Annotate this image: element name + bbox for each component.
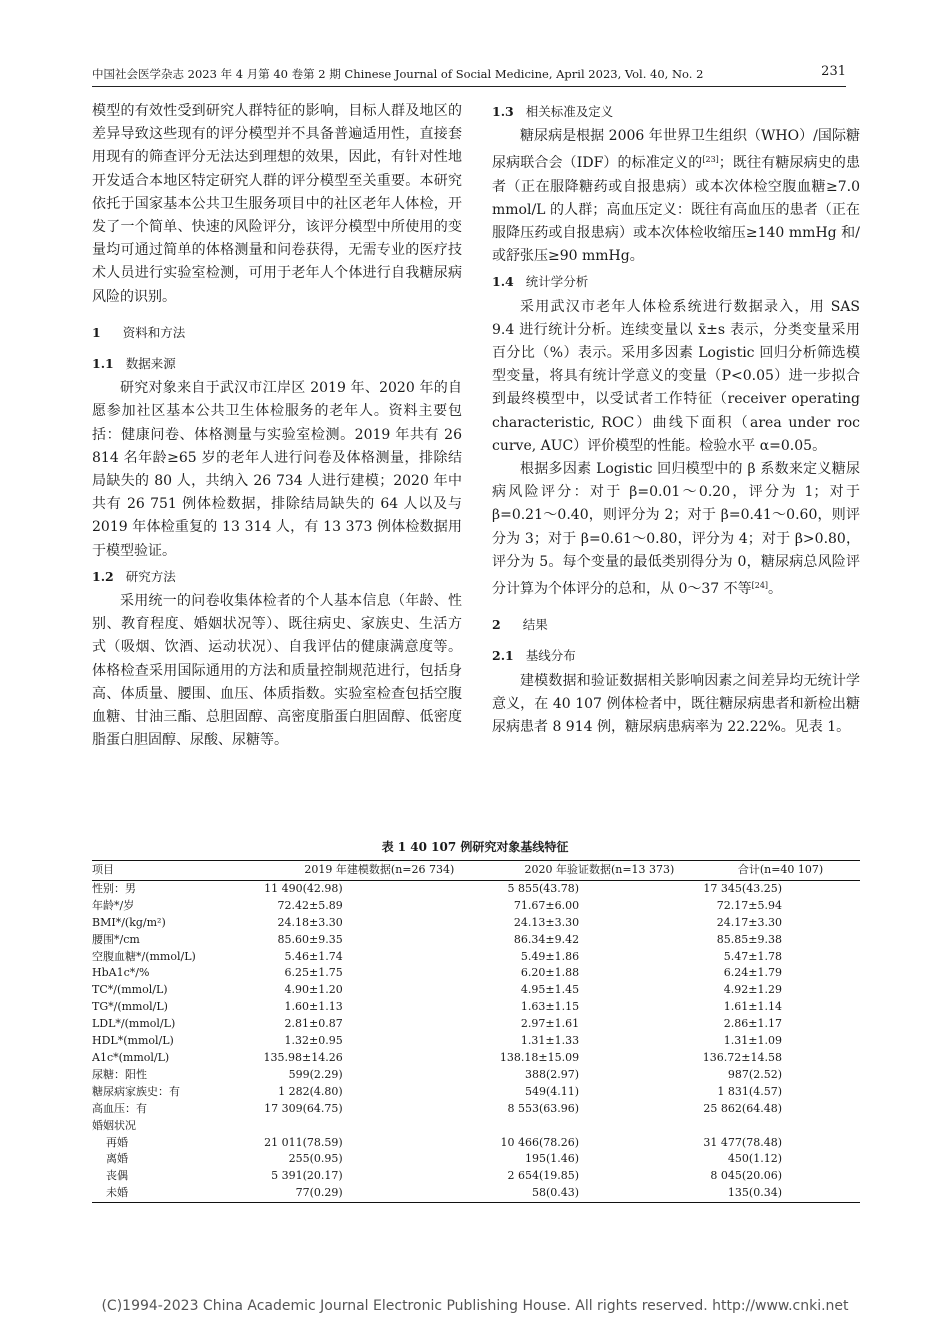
paragraph: 采用武汉市老年人体检系统进行数据录入，用 SAS 9.4 进行统计分析。连续变量以 x̄±s 表示，分类变量采用百分比（%）表示。采用多因素 Logistic 回归分析筛选模型变量，将具有统计学意义的变量（P<0.05）进一步拟合到最终模型中，以受试者工作特征（receiver operating characteristic, ROC）曲线下面积（area under roc curve, AUC）评价模型的性能。检验水平 α=0.05。 (492, 298, 860, 454)
text: ；既往有糖尿病史的患者（正在服降糖药或自报患病）或本次体检空腹血糖≥7.0 mmol/L 的人群；高血压定义：既往有高血压的患者（正在服降压药或自报患病）或本次体检收缩压≥140 mmHg 和/或舒张压≥90 mmHg。 (492, 155, 861, 265)
value-cell (498, 1118, 701, 1135)
value-cell: 135(0.34) (701, 1185, 860, 1202)
journal-running-title: 中国社会医学杂志 2023 年 4 月第 40 卷第 2 期 Chinese Journal of Social Medicine, April 2023, Vol. 40, No. 2 (92, 67, 704, 81)
subsection-heading (492, 100, 860, 123)
table-row (92, 949, 860, 966)
value-cell: 4.92±1.29 (723, 983, 782, 997)
subsection-number: 1.4 (492, 274, 514, 290)
value-cell: 72.42±5.89 (277, 898, 343, 912)
baseline-table (92, 860, 860, 1203)
paragraph (492, 125, 860, 268)
table-row (92, 932, 860, 949)
value-cell: 31 477(78.48) (703, 1135, 782, 1149)
subsection-heading (92, 565, 462, 588)
value-cell: 2.81±0.87 (284, 1017, 343, 1031)
column-header: 项目 (92, 861, 261, 881)
table-row (92, 1185, 860, 1202)
paragraph: 模型的有效性受到研究人群特征的影响，目标人群及地区的差异导致这些现有的评分模型并不具备普遍适用性，直接套用现有的筛查评分无法达到理想的效果，因此，有针对性地开发适合本地区特定研究人群的评分模型至关重要。本研究依托于国家基本公共卫生服务项目中的社区老年人体检，开发了一个简单、快速的风险评分，该评分模型中所使用的变量均可通过简单的体格测量和问卷获得，无需专业的医疗技术人员进行实验室检测，可用于老年人个体进行自我糖尿病风险的识别。 (92, 103, 462, 305)
paragraph (492, 458, 860, 601)
row-label-cell: 丧偶 (106, 1169, 128, 1183)
text: 根据多因素 Logistic 回归模型中的 β 系数来定义糖尿病风险评分：对于 β=0.01～0.20，评分为 1；对于 β=0.21～0.40，则评分为 2；对于 β=0.41～0.60，则评分为 3；对于 β=0.61～0.80，评分为 4；对于 β>0.80，评分为 5。每个变量的最低类别得分为 0，糖尿病总风险评分计算为个体评分的总和，从 0～37 不等 (492, 461, 860, 598)
value-cell (701, 1118, 860, 1135)
row-label-cell: BMI*/(kg/m²) (92, 915, 166, 929)
value-cell: 195(1.46) (525, 1152, 580, 1166)
table-row (92, 898, 860, 915)
row-label-cell: 离婚 (106, 1152, 128, 1166)
value-cell: 21 011(78.59) (264, 1135, 343, 1149)
value-cell: 86.34±9.42 (513, 932, 580, 946)
paragraph: 采用统一的问卷收集体检者的个人基本信息（年龄、性别、教育程度、婚姻状况等）、既往病史、家族史、生活方式（吸烟、饮酒、运动状况）、自我评估的健康满意度等。体格检查采用国际通用的方法和质量控制规范进行，包括身高、体质量、腰围、血压、体质指数。实验室检查包括空腹血糖、甘油三酯、总胆固醇、高密度脂蛋白胆固醇、低密度脂蛋白胆固醇、尿酸、尿糖等。 (92, 593, 462, 749)
column-header: 合计(n=40 107) (701, 861, 860, 881)
value-cell: 255(0.95) (288, 1152, 343, 1166)
value-cell: 388(2.97) (525, 1067, 580, 1081)
row-label-cell: TC*/(mmol/L) (92, 983, 168, 997)
value-cell: 4.95±1.45 (520, 983, 580, 997)
value-cell: 138.18±15.09 (499, 1050, 580, 1064)
value-cell: 71.67±6.00 (513, 898, 580, 912)
table-row (92, 1067, 860, 1084)
paragraph: 研究对象来自于武汉市江岸区 2019 年、2020 年的自愿参加社区基本公共卫生体检服务的老年人。资料主要包括：健康问卷、体格测量与实验室检测。2019 年共有 26 814 名年龄≥65 岁的老年人进行问卷及体格测量，排除结局缺失的 80 人，共纳入 26 734 人进行建模；2020 年中共有 26 751 例体检数据，排除结局缺失的 64 人以及与 2019 年体检重复的 13 314 人，有 13 373 例体检数据用于模型验证。 (92, 380, 462, 559)
row-label-cell: HDL*(mmol/L) (92, 1034, 174, 1048)
column-header: 2020 年验证数据(n=13 373) (498, 861, 701, 881)
row-label-cell: TG*/(mmol/L) (92, 1000, 168, 1014)
row-label-cell: 年龄*/岁 (92, 898, 135, 912)
left-column (92, 100, 462, 752)
row-label-cell: 腰围*/cm (92, 932, 140, 946)
table-row (92, 1050, 860, 1067)
value-cell: 599(2.29) (288, 1067, 343, 1081)
section-number: 2 (492, 617, 501, 633)
section-number: 1 (92, 324, 101, 340)
row-label-cell: HbA1c*/% (92, 966, 150, 980)
value-cell: 85.60±9.35 (277, 932, 343, 946)
table-row (92, 1118, 860, 1135)
table-row (92, 1033, 860, 1050)
row-label-cell: 尿糖：阳性 (92, 1067, 147, 1081)
table-row (92, 999, 860, 1016)
value-cell: 72.17±5.94 (716, 898, 782, 912)
row-label-cell: 空腹血糖*/(mmol/L) (92, 949, 196, 963)
row-label-cell: A1c*(mmol/L) (92, 1050, 170, 1064)
table-header-row (92, 861, 860, 881)
value-cell: 8 045(20.06) (710, 1169, 782, 1183)
value-cell: 17 309(64.75) (264, 1101, 343, 1115)
value-cell: 6.20±1.88 (520, 966, 580, 980)
value-cell: 1 831(4.57) (717, 1084, 782, 1098)
value-cell: 24.17±3.30 (716, 915, 782, 929)
table-row (92, 1151, 860, 1168)
value-cell: 1.63±1.15 (520, 1000, 580, 1014)
value-cell: 6.24±1.79 (723, 966, 782, 980)
text: 糖尿病是根据 2006 年世界卫生组织（WHO）/国际糖尿病联合会（IDF）的标准定义的 (492, 128, 860, 172)
value-cell: 987(2.52) (727, 1067, 782, 1081)
right-column (492, 100, 860, 739)
table-row (92, 1135, 860, 1152)
value-cell: 1.31±1.33 (520, 1034, 580, 1048)
row-label-cell: 婚姻状况 (92, 1118, 136, 1132)
table-row (92, 965, 860, 982)
value-cell: 5.49±1.86 (520, 949, 580, 963)
subsection-number: 1.1 (92, 356, 114, 372)
value-cell: 5.46±1.74 (284, 949, 343, 963)
value-cell: 135.98±14.26 (263, 1050, 343, 1064)
copyright-footer: (C)1994-2023 China Academic Journal Electronic Publishing House. All rights reserved. http://www.cnki.net (101, 1298, 849, 1314)
row-label-cell: 未婚 (92, 1185, 261, 1202)
value-cell: 24.18±3.30 (277, 915, 343, 929)
value-cell: 11 490(42.98) (264, 881, 343, 895)
value-cell: 17 345(43.25) (703, 881, 782, 895)
subsection-title: 基线分布 (525, 648, 576, 664)
row-label-cell: 性别：男 (92, 881, 136, 895)
subsection-heading (492, 644, 860, 667)
value-cell: 85.85±9.38 (716, 932, 782, 946)
text: 。 (768, 581, 783, 598)
table-body (92, 880, 860, 1202)
value-cell: 1.61±1.14 (723, 1000, 782, 1014)
value-cell: 2.97±1.61 (520, 1017, 580, 1031)
table-row (92, 880, 860, 897)
subsection-title: 统计学分析 (525, 274, 589, 290)
value-cell: 5 855(43.78) (507, 881, 580, 895)
subsection-number: 1.2 (92, 568, 114, 584)
subsection-title: 研究方法 (125, 568, 176, 584)
row-label-cell: 糖尿病家族史：有 (92, 1084, 180, 1098)
value-cell: 5 391(20.17) (271, 1169, 343, 1183)
value-cell: 1 282(4.80) (278, 1084, 343, 1098)
subsection-title: 数据来源 (125, 356, 176, 372)
value-cell: 24.13±3.30 (513, 915, 580, 929)
section-heading (492, 613, 860, 636)
running-header (92, 66, 846, 87)
value-cell: 25 862(64.48) (703, 1101, 782, 1115)
value-cell: 2.86±1.17 (723, 1017, 782, 1031)
table-caption: 表 1 40 107 例研究对象基线特征 (381, 840, 569, 854)
page-number: 231 (821, 64, 846, 79)
table-row (92, 1168, 860, 1185)
value-cell: 8 553(63.96) (507, 1101, 580, 1115)
value-cell: 1.31±1.09 (723, 1034, 782, 1048)
value-cell: 2 654(19.85) (507, 1169, 580, 1183)
value-cell: 4.90±1.20 (284, 983, 343, 997)
citation-link[interactable]: [23] (702, 155, 719, 165)
subsection-title: 相关标准及定义 (525, 104, 614, 119)
citation-link[interactable]: [24] (751, 581, 769, 591)
table-row (92, 1016, 860, 1033)
value-cell (261, 1118, 498, 1135)
value-cell: 77(0.29) (261, 1185, 498, 1202)
row-label-cell: LDL*/(mmol/L) (92, 1017, 176, 1031)
subsection-number: 2.1 (492, 648, 514, 664)
table-row (92, 915, 860, 932)
subsection-heading (92, 352, 462, 375)
value-cell: 5.47±1.78 (723, 949, 782, 963)
subsection-number: 1.3 (492, 104, 514, 119)
section-title: 资料和方法 (122, 324, 186, 340)
value-cell: 450(1.12) (727, 1152, 782, 1166)
value-cell: 1.60±1.13 (284, 1000, 343, 1014)
table-row (92, 982, 860, 999)
value-cell: 549(4.11) (525, 1084, 580, 1098)
row-label-cell: 再婚 (106, 1135, 128, 1149)
value-cell: 1.32±0.95 (284, 1034, 343, 1048)
value-cell: 136.72±14.58 (702, 1050, 782, 1064)
table-row (92, 1084, 860, 1101)
section-title: 结果 (522, 617, 548, 633)
paragraph: 建模数据和验证数据相关影响因素之间差异均无统计学意义，在 40 107 例体检者中，既往糖尿病患者和新检出糖尿病患者 8 914 例，糖尿病患病率为 22.22%。见表 1。 (492, 672, 860, 736)
table-row (92, 1101, 860, 1118)
subsection-heading (492, 270, 860, 293)
column-header: 2019 年建模数据(n=26 734) (261, 861, 498, 881)
value-cell: 6.25±1.75 (284, 966, 343, 980)
row-label-cell: 高血压：有 (92, 1101, 147, 1115)
value-cell: 58(0.43) (498, 1185, 701, 1202)
section-heading (92, 321, 462, 344)
value-cell: 10 466(78.26) (500, 1135, 580, 1149)
